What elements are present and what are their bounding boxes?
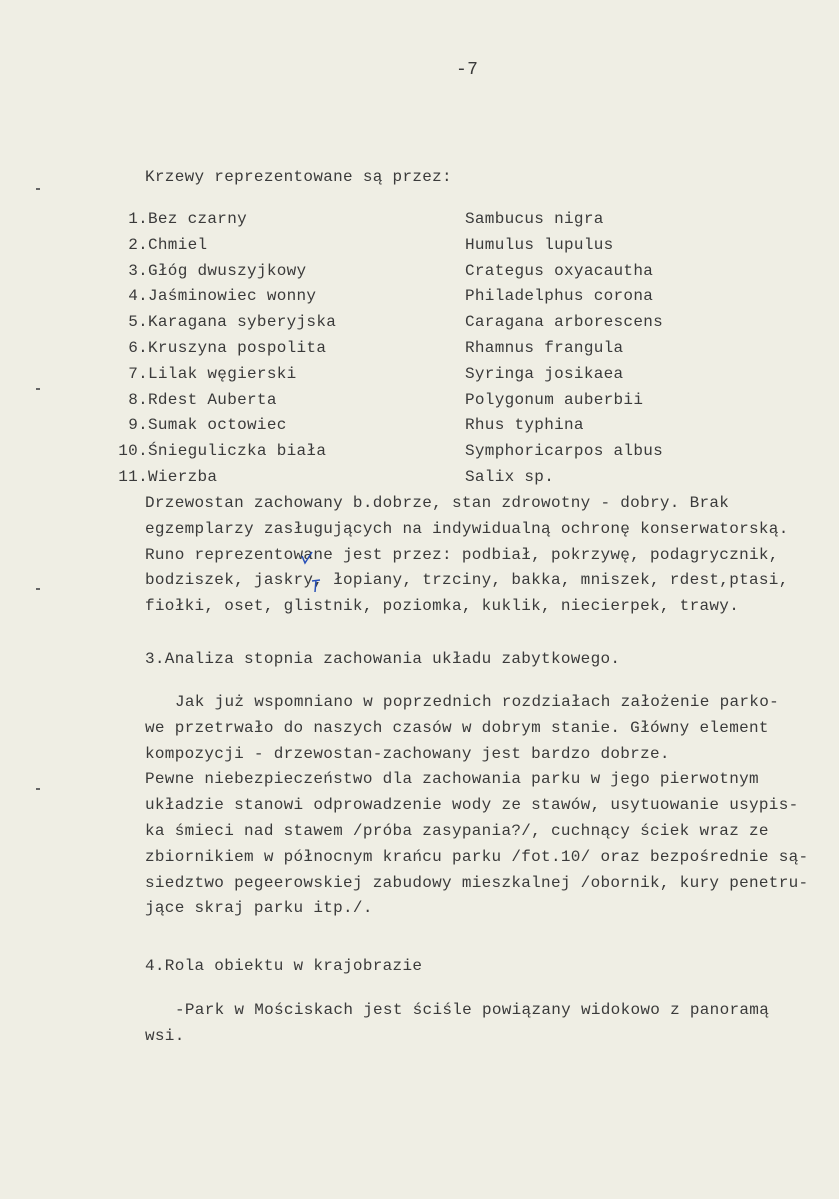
margin-mark: [36, 388, 40, 390]
shrub-latin-name: Syringa josikaea: [465, 364, 624, 383]
shrub-row: [114, 413, 663, 439]
shrub-polish-name: Lilak węgierski: [148, 364, 297, 383]
text-line: ka śmieci nad stawem /próba zasypania?/, cuchnący ściek wraz ze: [145, 821, 769, 840]
text-line: wsi.: [145, 1026, 185, 1045]
shrub-row: [114, 259, 663, 285]
shrub-row: [114, 310, 663, 336]
text-line: zbiornikiem w północnym krańcu parku /fot.10/ oraz bezpośrednie są-: [145, 847, 809, 866]
shrub-number: 8.: [128, 390, 148, 409]
shrub-number: 6.: [128, 338, 148, 357]
shrub-row: [114, 465, 663, 491]
text-line: Drzewostan zachowany b.dobrze, stan zdrowotny - dobry. Brak: [145, 494, 730, 512]
shrub-polish-name: Kruszyna pospolita: [148, 338, 327, 357]
shrub-latin-name: Rhus typhina: [465, 416, 584, 435]
shrubs-heading: Krzewy reprezentowane są przez:: [145, 168, 452, 186]
text-line: jące skraj parku itp./.: [145, 899, 373, 918]
text-line: Pewne niebezpieczeństwo dla zachowania parku w jego pierwotnym: [145, 770, 759, 789]
margin-mark: [36, 588, 40, 590]
section-3-title: 3.Analiza stopnia zachowania układu zabytkowego.: [145, 650, 621, 668]
shrub-polish-name: Jaśminowiec wonny: [148, 287, 317, 306]
shrub-polish-name: Głóg dwuszyjkowy: [148, 261, 307, 280]
text-line: siedztwo pegeerowskiej zabudowy mieszkalnej /obornik, kury penetru-: [145, 873, 809, 892]
section-4-title: 4.Rola obiektu w krajobrazie: [145, 957, 423, 975]
shrub-latin-name: Crategus oxyacautha: [465, 261, 654, 280]
shrub-number: 11.: [118, 467, 148, 486]
text-line: fiołki, oset, glistnik, poziomka, kuklik, niecierpek, trawy.: [145, 597, 740, 616]
shrub-number: 4.: [128, 287, 148, 306]
text-line: egzemplarzy zasługujących na indywidualną ochronę konserwatorską.: [145, 519, 789, 538]
text-line: -Park w Mościskach jest ściśle powiązany widokowo z panoramą: [175, 1001, 770, 1019]
shrub-number: 2.: [128, 235, 148, 254]
text-line: kompozycji - drzewostan-zachowany jest bardzo dobrze.: [145, 744, 670, 763]
paragraph-preservation-analysis: [145, 690, 808, 922]
shrub-polish-name: Wierzba: [148, 467, 218, 486]
shrub-number: 5.: [128, 313, 148, 332]
handwritten-check-icon: [300, 550, 314, 566]
margin-mark: [36, 188, 40, 190]
shrub-number: 3.: [128, 261, 148, 280]
text-line: Runo reprezentowane jest przez: podbiał, pokrzywę, podagrycznik,: [145, 545, 779, 564]
shrub-row: [114, 439, 663, 465]
shrub-number: 7.: [128, 364, 148, 383]
shrub-row: [114, 284, 663, 310]
shrub-latin-name: Humulus lupulus: [465, 235, 614, 254]
handwritten-correction-icon: [310, 578, 322, 594]
text-line: bodziszek, jaskry, łopiany, trzciny, bakka, mniszek, rdest,ptasi,: [145, 571, 789, 590]
shrub-latin-name: Salix sp.: [465, 467, 555, 486]
shrub-polish-name: Śnieguliczka biała: [148, 442, 327, 461]
shrub-polish-name: Rdest Auberta: [148, 390, 277, 409]
page-number: -7: [456, 60, 479, 80]
text-line: układzie stanowi odprowadzenie wody ze stawów, usytuowanie usypis-: [145, 796, 799, 815]
margin-mark: [36, 788, 40, 790]
shrub-list: [114, 207, 663, 491]
shrub-latin-name: Rhamnus frangula: [465, 338, 624, 357]
shrub-number: 10.: [118, 442, 148, 461]
shrub-latin-name: Polygonum auberbii: [465, 390, 644, 409]
shrub-number: 9.: [128, 416, 148, 435]
text-line: Jak już wspomniano w poprzednich rozdziałach założenie parko-: [175, 693, 779, 711]
shrub-latin-name: Philadelphus corona: [465, 287, 654, 306]
shrub-polish-name: Sumak octowiec: [148, 416, 287, 435]
shrub-latin-name: Sambucus nigra: [465, 210, 604, 228]
shrub-row: [114, 336, 663, 362]
shrub-polish-name: Chmiel: [148, 235, 208, 254]
shrub-row: [114, 362, 663, 388]
shrub-row: [114, 233, 663, 259]
shrub-row: [114, 388, 663, 414]
text-line: we przetrwało do naszych czasów w dobrym stanie. Główny element: [145, 718, 769, 737]
shrub-number: 1.: [128, 210, 148, 228]
paragraph-landscape-role: [145, 998, 769, 1050]
shrub-latin-name: Symphoricarpos albus: [465, 442, 664, 461]
shrub-latin-name: Caragana arborescens: [465, 313, 664, 332]
shrub-polish-name: Karagana syberyjska: [148, 313, 337, 332]
paragraph-stand-condition: [145, 491, 789, 620]
shrub-polish-name: Bez czarny: [148, 210, 248, 228]
shrub-row: [114, 207, 663, 233]
